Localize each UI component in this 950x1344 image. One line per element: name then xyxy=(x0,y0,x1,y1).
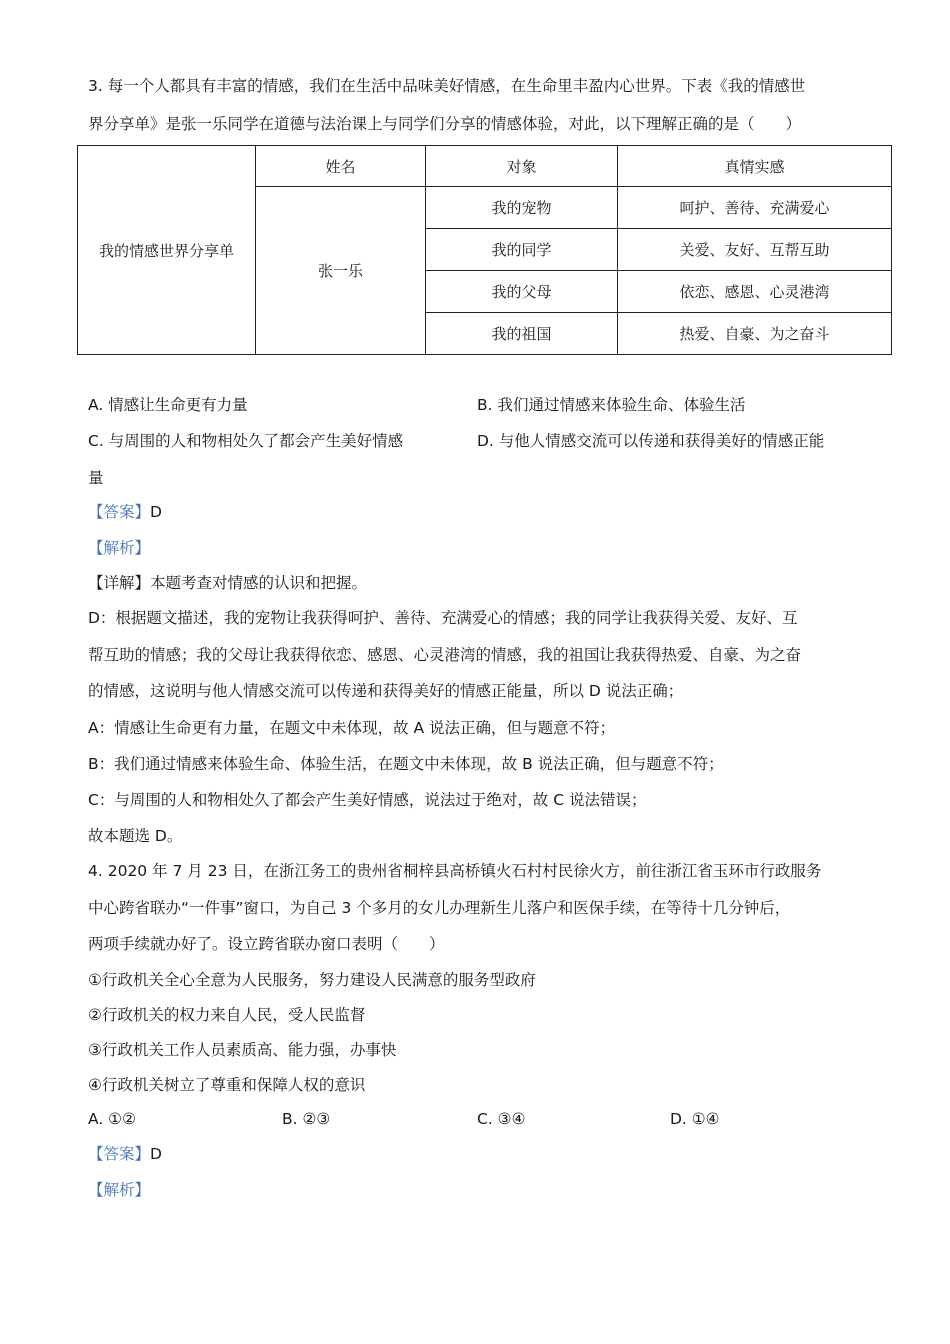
q3-explain-line: 帮互助的情感；我的父母让我获得依恋、感恩、心灵港湾的情感，我的祖国让我获得热爱、自豪、为之奋 xyxy=(88,646,802,664)
q3-explain-line: B：我们通过情感来体验生命、体验生活，在题文中未体现，故 B 说法正确，但与题意不符； xyxy=(88,755,724,773)
q4-statement: ①行政机关全心全意为人民服务，努力建设人民满意的服务型政府 xyxy=(88,971,536,989)
q3-option-b: B. 我们通过情感来体验生命、体验生活 xyxy=(477,396,746,414)
q4-statement: ②行政机关的权力来自人民，受人民监督 xyxy=(88,1006,366,1024)
table-row-object: 我的宠物 xyxy=(426,187,618,229)
q4-option-b: B. ②③ xyxy=(282,1110,331,1128)
answer-tag: 【答案】 xyxy=(88,1145,151,1163)
header-object: 对象 xyxy=(426,146,618,187)
q4-stem-line: 4. 2020 年 7 月 23 日，在浙江务工的贵州省桐梓县高桥镇火石村村民徐火方，前往浙江省玉环市行政服务 xyxy=(88,862,822,880)
q4-option-a: A. ①② xyxy=(88,1110,136,1128)
q3-explain-line: D：根据题文描述，我的宠物让我获得呵护、善待、充满爱心的情感；我的同学让我获得关爱、友好、互 xyxy=(88,609,798,627)
table-row-feeling: 呵护、善待、充满爱心 xyxy=(618,187,892,229)
answer-value: D xyxy=(150,503,162,521)
q3-detail xyxy=(88,572,367,594)
table-row-feeling: 依恋、感恩、心灵港湾 xyxy=(618,271,892,313)
answer-value: D xyxy=(150,1145,162,1163)
q4-option-c: C. ③④ xyxy=(477,1110,526,1128)
q3-explain-line: C：与周围的人和物相处久了都会产生美好情感，说法过于绝对，故 C 说法错误； xyxy=(88,791,647,809)
q4-answer xyxy=(88,1143,162,1165)
answer-tag: 【答案】 xyxy=(88,503,151,521)
q4-stem-line: 中心跨省联办“一件事”窗口，为自己 3 个多月的女儿办理新生儿落户和医保手续，在等待十几分钟后， xyxy=(88,899,791,917)
detail-intro: 本题考查对情感的认识和把握。 xyxy=(150,574,368,592)
q3-answer xyxy=(88,501,162,523)
q3-stem-line1: 3. 每一个人都具有丰富的情感，我们在生活中品味美好情感，在生命里丰盈内心世界。下表《我的情感世 xyxy=(88,77,806,95)
q4-statement: ④行政机关树立了尊重和保障人权的意识 xyxy=(88,1076,366,1094)
table-row-feeling: 热爱、自豪、为之奋斗 xyxy=(618,313,892,355)
q3-explain-line: 的情感，这说明与他人情感交流可以传递和获得美好的情感正能量，所以 D 说法正确； xyxy=(88,682,684,700)
header-name: 姓名 xyxy=(256,146,426,187)
table-row-object: 我的同学 xyxy=(426,229,618,271)
table-title-cell: 我的情感世界分享单 xyxy=(78,146,256,355)
student-name-cell: 张一乐 xyxy=(256,187,426,355)
q3-stem-line2: 界分享单》是张一乐同学在道德与法治课上与同学们分享的情感体验，对此，以下理解正确的是（ ） xyxy=(88,115,802,133)
q3-explain-line: A：情感让生命更有力量，在题文中未体现，故 A 说法正确，但与题意不符； xyxy=(88,719,616,737)
q4-stem-line: 两项手续就办好了。设立跨省联办窗口表明（ ） xyxy=(88,935,445,953)
q3-option-a: A. 情感让生命更有力量 xyxy=(88,396,248,414)
table-row-object: 我的祖国 xyxy=(426,313,618,355)
q3-option-d: D. 与他人情感交流可以传递和获得美好的情感正能 xyxy=(477,432,825,450)
q3-explain-line: 故本题选 D。 xyxy=(88,827,183,845)
emotion-share-table xyxy=(77,145,892,355)
table-row-object: 我的父母 xyxy=(426,271,618,313)
q3-option-d-cont: 量 xyxy=(88,469,104,487)
q4-analysis-tag: 【解析】 xyxy=(88,1181,151,1199)
header-feeling: 真情实感 xyxy=(618,146,892,187)
q4-option-d: D. ①④ xyxy=(670,1110,720,1128)
q3-analysis-tag: 【解析】 xyxy=(88,539,151,557)
q4-statement: ③行政机关工作人员素质高、能力强，办事快 xyxy=(88,1041,397,1059)
q3-option-c: C. 与周围的人和物相处久了都会产生美好情感 xyxy=(88,432,404,450)
detail-tag: 【详解】 xyxy=(88,574,151,592)
table-row-feeling: 关爱、友好、互帮互助 xyxy=(618,229,892,271)
